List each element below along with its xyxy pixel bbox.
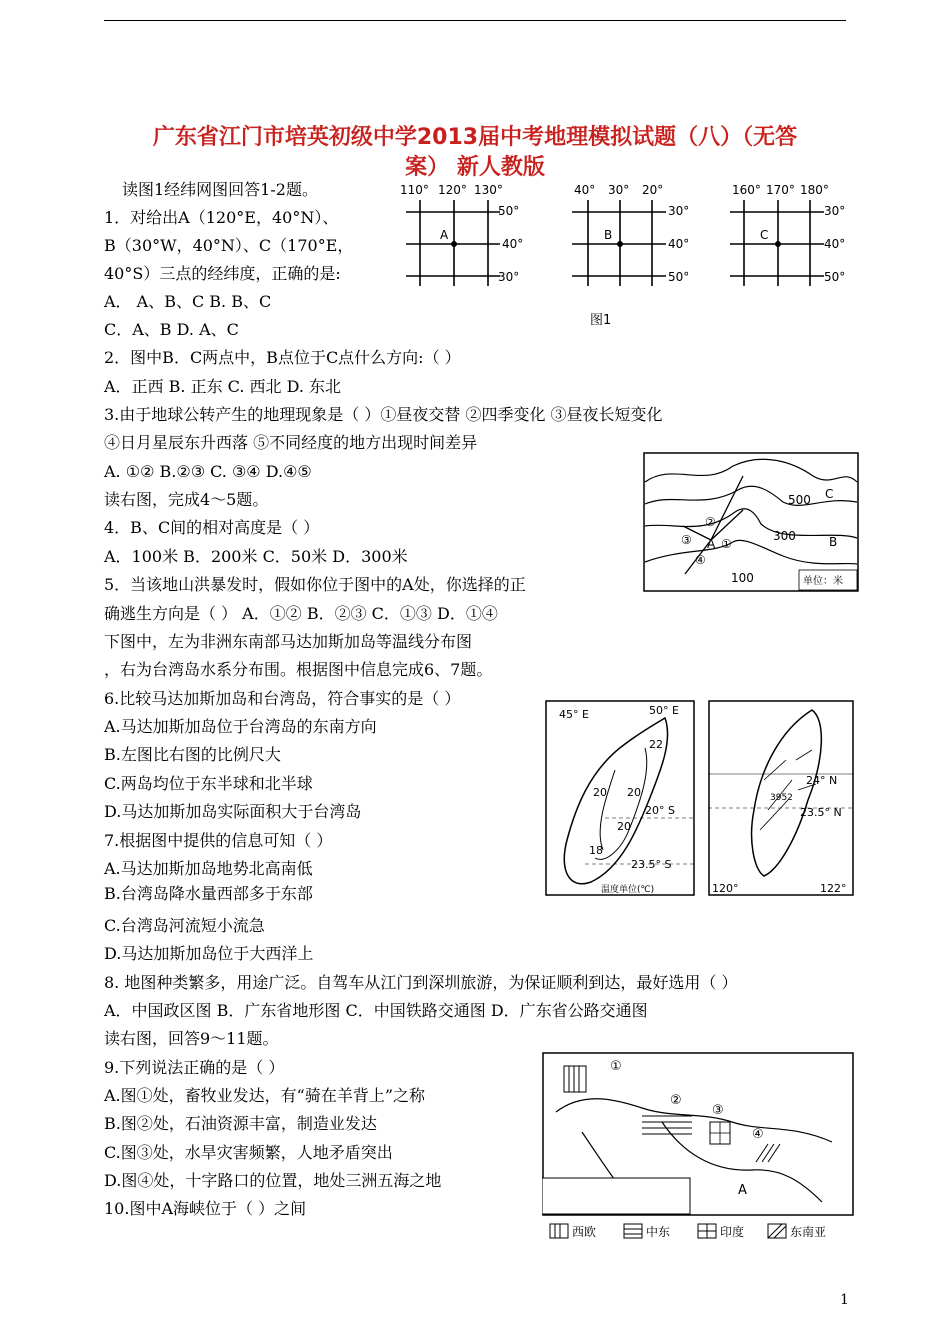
text-line: D.图④处，十字路口的位置，地处三洲五海之地 bbox=[104, 1171, 442, 1190]
lon-label: 122° bbox=[820, 882, 847, 895]
grid-a-top-label: 130° bbox=[474, 183, 503, 197]
grid-b-right-label: 30° bbox=[668, 204, 690, 218]
text-line: ，右为台湾岛水系分布围。根据图中信息完成6、7题。 bbox=[104, 660, 493, 679]
text-line: 读图1经纬网图回答1-2题。 bbox=[122, 180, 318, 199]
contour-point-c: C bbox=[825, 487, 834, 501]
region-marker-2: ② bbox=[670, 1093, 682, 1108]
text-line: C．A、B D. A、C bbox=[104, 320, 239, 339]
legend-label: 中东 bbox=[646, 1225, 671, 1239]
legend-label: 西欧 bbox=[572, 1225, 597, 1239]
text-line: ④日月星辰东升西落 ⑤不同经度的地方出现时间差异 bbox=[104, 433, 478, 452]
point-c-label: C bbox=[760, 228, 769, 242]
text-line: D.马达加斯加岛位于大西洋上 bbox=[104, 944, 314, 963]
grid-c-right-label: 30° bbox=[824, 204, 846, 218]
text-line: 5．当该地山洪暴发时，假如你位于图中的A处，你选择的正 bbox=[104, 575, 526, 594]
contour-point-b: B bbox=[829, 535, 838, 549]
text-line: 40°S）三点的经纬度，正确的是: bbox=[104, 264, 341, 283]
figure-1-caption: 图1 bbox=[590, 313, 612, 328]
lat-label: 20° S bbox=[645, 804, 675, 817]
region-marker-4: ④ bbox=[752, 1127, 764, 1142]
grid-b bbox=[572, 183, 689, 286]
text-line: 下图中，左为非洲东南部马达加斯加岛等温线分布图 bbox=[104, 632, 473, 651]
escape-route-3: ③ bbox=[681, 533, 692, 547]
text-line: 读右图，回答9～11题。 bbox=[104, 1029, 279, 1048]
text-line: A. ①② B.②③ C. ③④ D.④⑤ bbox=[104, 462, 312, 481]
point-c-marker bbox=[775, 241, 781, 247]
figure-1-latlon-grids bbox=[392, 178, 852, 338]
grid-a-right-label: 50° bbox=[498, 204, 520, 218]
grid-a-top-label: 110° bbox=[400, 183, 429, 197]
contour-unit-label: 单位：米 bbox=[803, 576, 843, 587]
text-line: A．100米 B．200米 C．50米 D．300米 bbox=[104, 547, 408, 566]
text-line: D.马达加斯加岛实际面积大于台湾岛 bbox=[104, 802, 362, 821]
escape-route-4: ④ bbox=[695, 553, 706, 567]
lat-label: 23.5° N bbox=[800, 806, 842, 819]
text-line: 读右图，完成4～5题。 bbox=[104, 490, 269, 509]
text-line: 10.图中A海峡位于（ ）之间 bbox=[104, 1199, 307, 1218]
text-line: 1．对给出A（120°E，40°N）、 bbox=[104, 208, 339, 227]
grid-a-top-label: 120° bbox=[438, 183, 467, 197]
lat-label: 23.5° S bbox=[631, 858, 672, 871]
point-a-marker bbox=[451, 241, 457, 247]
point-b-marker bbox=[617, 241, 623, 247]
grid-c-right-label: 50° bbox=[824, 270, 846, 284]
grid-c-top-label: 180° bbox=[800, 183, 829, 197]
grid-a-right-label: 40° bbox=[502, 237, 524, 251]
contour-label: 300 bbox=[773, 529, 796, 543]
text-line: A.马达加斯加岛位于台湾岛的东南方向 bbox=[104, 717, 377, 736]
text-line: 4．B、C间的相对高度是（ ） bbox=[104, 518, 320, 537]
page-number: 1 bbox=[840, 1292, 849, 1308]
isotherm-label: 18 bbox=[589, 844, 603, 857]
grid-a bbox=[400, 183, 523, 286]
doc-title-line2: 案） 新人教版 bbox=[405, 155, 545, 180]
isotherm-label: 22 bbox=[649, 738, 663, 751]
grid-b-top-label: 30° bbox=[608, 183, 630, 197]
lon-label: 45° E bbox=[559, 708, 589, 721]
contour-point-a: A bbox=[707, 537, 716, 551]
text-line: A．正西 B. 正东 C. 西北 D. 东北 bbox=[104, 377, 342, 396]
lon-label: 50° E bbox=[649, 704, 679, 717]
text-line: A．中国政区图 B．广东省地形图 C．中国铁路交通图 D．广东省公路交通图 bbox=[104, 1001, 648, 1020]
isotherm-label: 20 bbox=[593, 786, 607, 799]
grid-b-top-label: 20° bbox=[642, 183, 664, 197]
text-line: A． A、B、C B. B、C bbox=[104, 292, 272, 311]
strait-a-label: A bbox=[738, 1183, 747, 1198]
text-line: 2．图中B．C两点中，B点位于C点什么方向:（ ） bbox=[104, 348, 461, 367]
region-marker-1: ① bbox=[610, 1059, 622, 1074]
text-line: 8. 地图种类繁多，用途广泛。自驾车从江门到深圳旅游，为保证顺利到达，最好选用（ ） bbox=[104, 973, 738, 992]
world-map-legend bbox=[550, 1224, 826, 1239]
lon-label: 120° bbox=[712, 882, 739, 895]
temperature-unit-label: 温度单位(℃) bbox=[601, 885, 655, 895]
taiwan-river-map bbox=[708, 700, 854, 896]
text-line: C.两岛均位于东半球和北半球 bbox=[104, 774, 313, 793]
text-line: 3.由于地球公转产生的地理现象是（ ）①昼夜交替 ②四季变化 ③昼夜长短变化 bbox=[104, 405, 663, 424]
point-a-label: A bbox=[440, 228, 449, 242]
region-marker-3: ③ bbox=[712, 1103, 724, 1118]
grid-c-top-label: 160° bbox=[732, 183, 761, 197]
text-line: C.图③处，水旱灾害频繁，人地矛盾突出 bbox=[104, 1143, 393, 1162]
legend-label: 东南亚 bbox=[790, 1225, 827, 1239]
text-line: B（30°W，40°N）、C（170°E， bbox=[104, 236, 354, 255]
text-line: 6.比较马达加斯加岛和台湾岛，符合事实的是（ ） bbox=[104, 689, 461, 708]
peak-elevation-label: 3952 bbox=[770, 793, 793, 803]
grid-b-right-label: 40° bbox=[668, 237, 690, 251]
text-line: 7.根据图中提供的信息可知（ ） bbox=[104, 831, 333, 850]
text-line: A.图①处，畜牧业发达，有“骑在羊背上”之称 bbox=[104, 1086, 426, 1105]
lat-label: 24° N bbox=[806, 774, 838, 787]
escape-route-2: ② bbox=[705, 515, 716, 529]
legend-label: 印度 bbox=[720, 1225, 745, 1239]
grid-c-top-label: 170° bbox=[766, 183, 795, 197]
grid-b-right-label: 50° bbox=[668, 270, 690, 284]
text-line: B.左图比右图的比例尺大 bbox=[104, 745, 281, 764]
world-regions-map bbox=[542, 1052, 854, 1246]
grid-c bbox=[730, 183, 845, 286]
isotherm-label: 20 bbox=[627, 786, 641, 799]
madagascar-isotherm-map bbox=[545, 700, 695, 896]
text-line: 确逃生方向是（ ） A．①② B．②③ C．①③ D．①④ bbox=[104, 604, 498, 623]
contour-label: 500 bbox=[788, 493, 811, 507]
contour-label: 100 bbox=[731, 571, 754, 585]
doc-title-line1: 广东省江门市培英初级中学2013届中考地理模拟试题（八）（无答 bbox=[152, 125, 798, 150]
grid-a-right-label: 30° bbox=[498, 270, 520, 284]
text-line: 9.下列说法正确的是（ ） bbox=[104, 1058, 285, 1077]
isotherm-label: 20 bbox=[617, 820, 631, 833]
point-b-label: B bbox=[604, 228, 613, 242]
text-line: C.台湾岛河流短小流急 bbox=[104, 916, 265, 935]
contour-map bbox=[643, 452, 859, 592]
escape-route-1: ① bbox=[721, 537, 732, 551]
header-rule bbox=[104, 20, 846, 21]
grid-b-top-label: 40° bbox=[574, 183, 596, 197]
text-line: B.台湾岛降水量西部多于东部 bbox=[104, 884, 313, 903]
text-line: A.马达加斯加岛地势北高南低 bbox=[104, 859, 313, 878]
text-line: B.图②处，石油资源丰富，制造业发达 bbox=[104, 1114, 377, 1133]
grid-c-right-label: 40° bbox=[824, 237, 846, 251]
